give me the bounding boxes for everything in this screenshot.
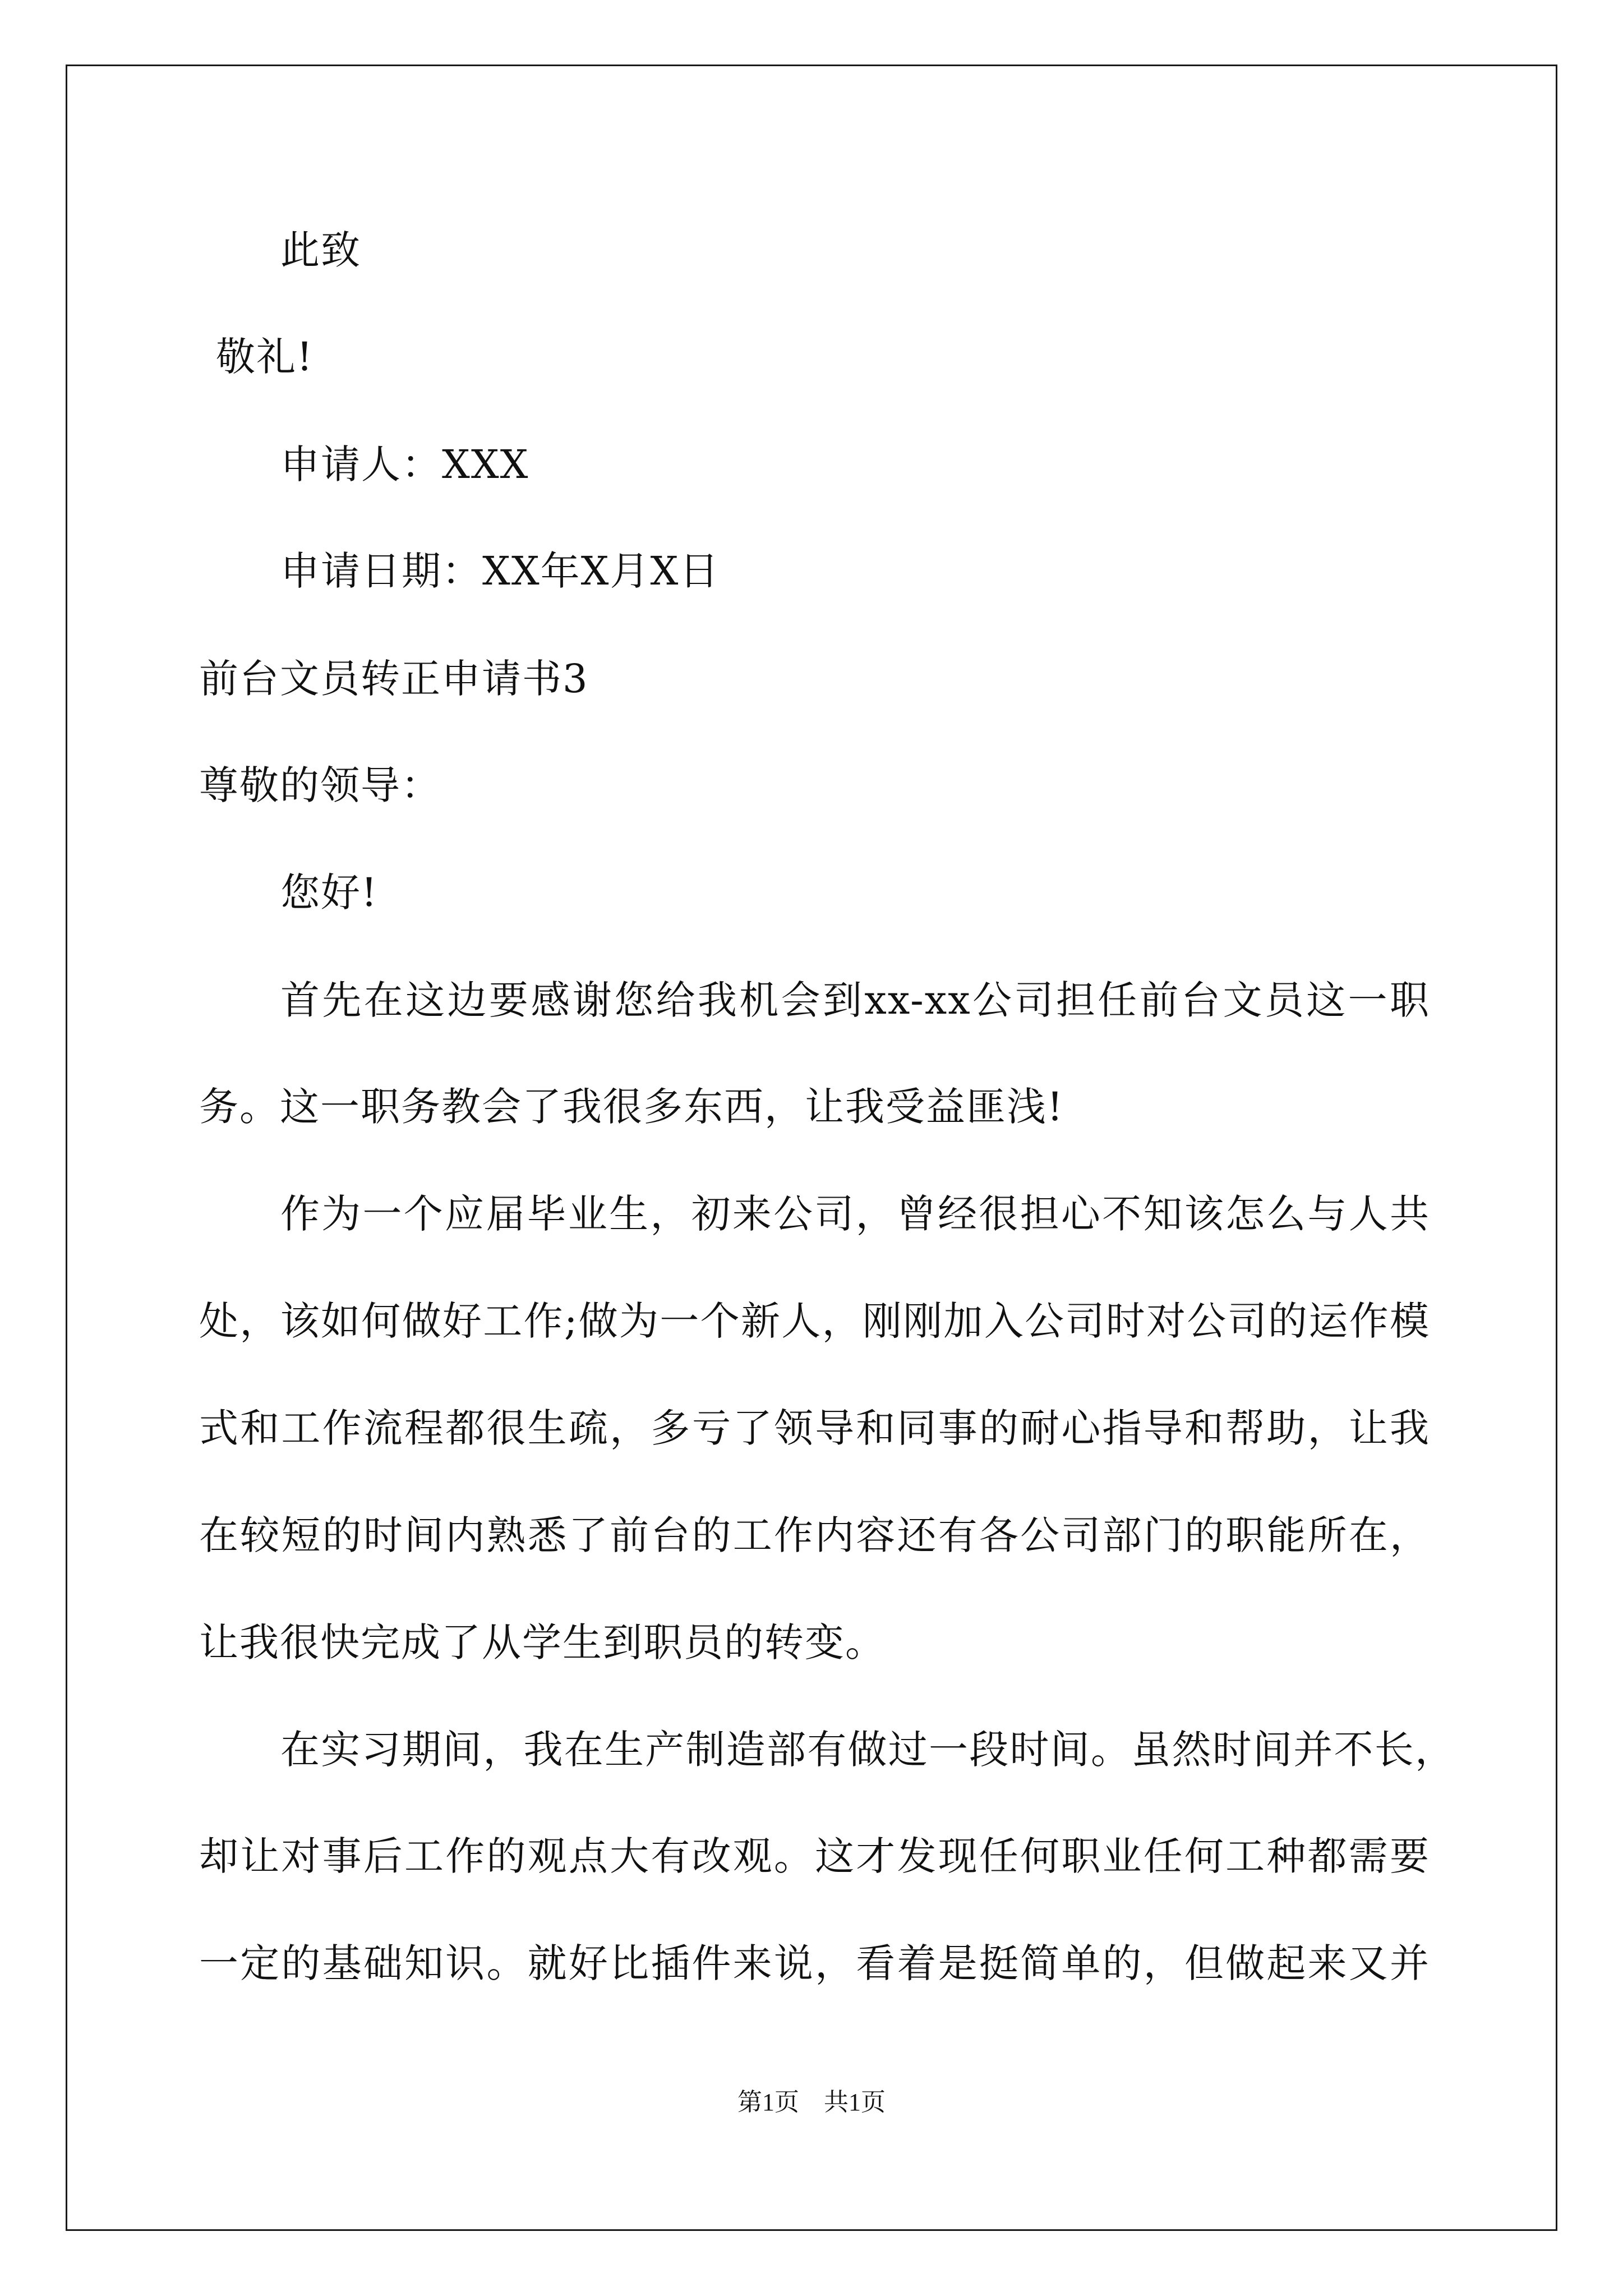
paragraph-line: 让我很快完成了从学生到职员的转变。 — [199, 1619, 886, 1665]
paragraph-line: 首先在这边要感谢您给我机会到xx-xx公司担任前台文员这一职 — [280, 977, 1430, 1023]
closing-line: 此致 — [280, 227, 361, 273]
paragraph-line: 务。这一职务教会了我很多东西，让我受益匪浅! — [199, 1084, 1064, 1130]
salutation: 尊敬的领导： — [199, 762, 441, 808]
paragraph-line: 在较短的时间内熟悉了前台的工作内容还有各公司部门的职能所在， — [199, 1512, 1430, 1558]
date-line: 申请日期：XX年X月X日 — [280, 548, 720, 594]
greeting: 您好! — [280, 869, 379, 915]
paragraph-line: 式和工作流程都很生疏，多亏了领导和同事的耐心指导和帮助，让我 — [199, 1405, 1430, 1451]
page-border — [66, 65, 1557, 2231]
regards-line: 敬礼! — [216, 334, 314, 380]
paragraph-line: 在实习期间，我在生产制造部有做过一段时间。虽然时间并不长， — [280, 1727, 1455, 1773]
paragraph-line: 处，该如何做好工作;做为一个新人，刚刚加入公司时对公司的运作模 — [199, 1298, 1430, 1344]
document-title: 前台文员转正申请书3 — [199, 656, 589, 702]
paragraph-line: 却让对事后工作的观点大有改观。这才发现任何职业任何工种都需要 — [199, 1833, 1430, 1879]
paragraph-line: 一定的基础知识。就好比插件来说，看着是挺简单的，但做起来又并 — [199, 1940, 1430, 1986]
page-footer: 第1页 共1页 — [737, 2088, 886, 2116]
applicant-line: 申请人：XXX — [280, 441, 529, 487]
paragraph-line: 作为一个应届毕业生，初来公司，曾经很担心不知该怎么与人共 — [280, 1191, 1430, 1237]
